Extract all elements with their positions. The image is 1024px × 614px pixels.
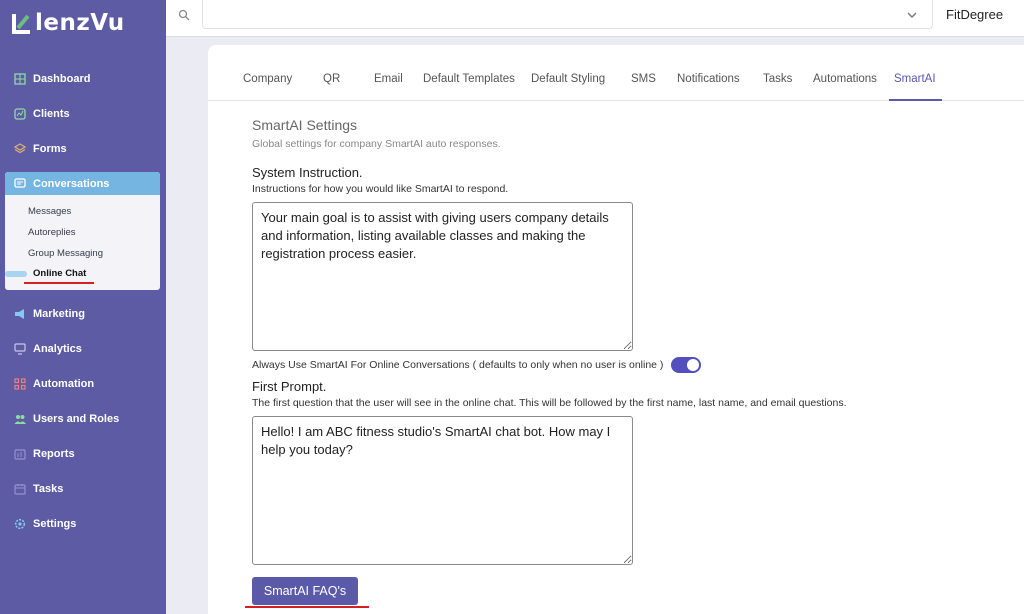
toggle-knob xyxy=(687,359,699,371)
system-instruction-hint: Instructions for how you would like SmartAI to respond. xyxy=(252,183,509,195)
annotation-underline xyxy=(24,282,94,284)
sidebar-item-tasks[interactable] xyxy=(14,481,63,497)
always-use-smartai-label: Always Use SmartAI For Online Conversations ( defaults to only when no user is online ) xyxy=(252,359,664,371)
calendar-icon xyxy=(14,483,26,495)
search-icon xyxy=(178,8,190,26)
section-title: SmartAI Settings xyxy=(252,117,358,133)
first-prompt-textarea[interactable] xyxy=(252,416,633,565)
active-tab-indicator xyxy=(889,99,942,101)
annotation-underline xyxy=(245,606,369,608)
sidebar-item-reports[interactable] xyxy=(14,446,75,462)
first-prompt-hint: The first question that the user will see in the online chat. This will be followed by the first name, last name, and email questions. xyxy=(252,397,847,409)
sidebar-item-label: Forms xyxy=(33,143,67,155)
sidebar-item-automation[interactable] xyxy=(14,376,94,392)
tab-automations[interactable]: Automations xyxy=(813,73,877,85)
tab-company[interactable]: Company xyxy=(243,73,293,85)
sidebar xyxy=(0,0,166,614)
first-prompt-label: First Prompt. xyxy=(252,379,327,394)
active-indicator xyxy=(5,271,27,277)
tab-smartai[interactable]: SmartAI xyxy=(894,73,936,85)
sidebar-item-label: Clients xyxy=(33,108,70,120)
logo[interactable] xyxy=(12,10,125,36)
logo-text: lenzVu xyxy=(35,10,125,36)
chart-icon xyxy=(14,108,26,120)
sidebar-item-label: Tasks xyxy=(33,483,64,495)
lenzvu-logo-icon xyxy=(12,12,32,34)
users-icon xyxy=(14,413,26,425)
layers-icon xyxy=(14,143,26,155)
grid-icon xyxy=(14,73,26,85)
sidebar-item-users-and-roles[interactable] xyxy=(14,411,119,427)
sidebar-item-forms[interactable] xyxy=(14,141,67,157)
settings-tabs xyxy=(208,45,1024,101)
smartai-faqs-button[interactable]: SmartAI FAQ's xyxy=(252,577,358,605)
chat-icon xyxy=(14,178,26,190)
tab-qr[interactable]: QR xyxy=(323,73,341,85)
always-use-smartai-toggle[interactable] xyxy=(671,357,701,373)
sidebar-item-label: Dashboard xyxy=(33,73,91,85)
monitor-icon xyxy=(14,343,26,355)
section-description: Global settings for company SmartAI auto responses. xyxy=(252,138,501,150)
sidebar-item-conversations[interactable] xyxy=(5,172,160,195)
system-instruction-label: System Instruction. xyxy=(252,165,363,180)
sidebar-item-settings[interactable] xyxy=(14,516,76,532)
sidebar-item-marketing[interactable] xyxy=(14,306,85,322)
top-bar xyxy=(166,0,1024,37)
nodes-icon xyxy=(14,378,26,390)
sidebar-item-dashboard[interactable] xyxy=(14,71,90,87)
submenu-online-chat[interactable]: Online Chat xyxy=(33,268,87,279)
tab-default-styling[interactable]: Default Styling xyxy=(531,73,606,85)
tab-email[interactable]: Email xyxy=(374,73,403,85)
system-instruction-textarea[interactable] xyxy=(252,202,633,351)
gear-icon xyxy=(14,518,26,530)
sidebar-item-label: Marketing xyxy=(33,308,85,320)
sidebar-item-label: Users and Roles xyxy=(33,413,120,425)
tab-sms[interactable]: SMS xyxy=(631,73,656,85)
search-input[interactable] xyxy=(202,0,933,29)
submenu-group-messaging[interactable]: Group Messaging xyxy=(28,248,103,259)
tab-tasks[interactable]: Tasks xyxy=(763,73,793,85)
submenu-messages[interactable]: Messages xyxy=(28,206,72,217)
tab-default-templates[interactable]: Default Templates xyxy=(423,73,515,85)
settings-card xyxy=(208,45,1024,614)
sidebar-item-analytics[interactable] xyxy=(14,341,82,357)
submenu-autoreplies[interactable]: Autoreplies xyxy=(28,227,76,238)
company-selector[interactable]: FitDegree xyxy=(946,7,1004,22)
tab-notifications[interactable]: Notifications xyxy=(677,73,740,85)
chevron-down-icon[interactable] xyxy=(906,8,918,26)
megaphone-icon xyxy=(14,308,26,320)
sidebar-item-label: Automation xyxy=(33,378,95,390)
sidebar-item-clients[interactable] xyxy=(14,106,70,122)
sidebar-item-label: Conversations xyxy=(33,177,110,190)
sidebar-item-label: Analytics xyxy=(33,343,82,355)
report-icon xyxy=(14,448,26,460)
always-use-smartai-row xyxy=(252,357,701,373)
sidebar-item-label: Reports xyxy=(33,448,75,460)
sidebar-item-label: Settings xyxy=(33,518,77,530)
